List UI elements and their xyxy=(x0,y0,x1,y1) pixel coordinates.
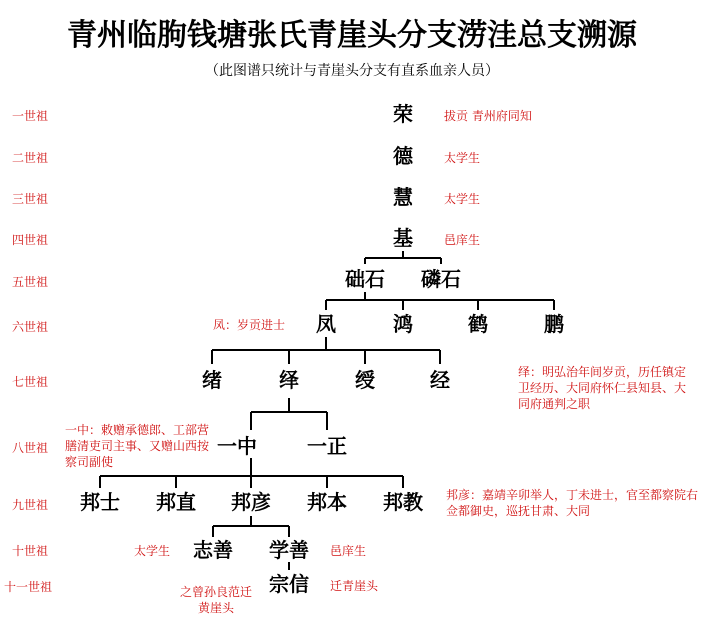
person-de: 德 xyxy=(393,144,413,168)
person-jing: 经 xyxy=(430,368,450,392)
person-hong: 鸿 xyxy=(393,312,413,336)
person-bangyan: 邦彦 xyxy=(231,490,271,514)
person-chushi: 础石 xyxy=(345,267,385,291)
person-yizheng: 一正 xyxy=(307,434,347,458)
note-de: 太学生 xyxy=(444,151,481,165)
page-title: 青州临朐钱塘张氏青崖头分支涝洼总支溯源 xyxy=(67,18,637,53)
note-rong: 拔贡 青州府同知 xyxy=(444,109,532,123)
note-zongxin-left: 之曾孙良范迁黄崖头 xyxy=(180,585,253,615)
generation-label-6: 六世祖 xyxy=(12,320,49,334)
generation-label-4: 四世祖 xyxy=(12,233,49,247)
person-bangzhi: 邦直 xyxy=(156,490,196,514)
note-feng: 凤：岁贡进士 xyxy=(213,318,286,332)
person-peng: 鹏 xyxy=(544,312,564,336)
page-subtitle: （此图谱只统计与青崖头分支有直系血亲人员） xyxy=(205,63,499,79)
note-xueshan: 邑庠生 xyxy=(330,544,367,558)
person-bangben: 邦本 xyxy=(307,490,347,514)
person-he: 鹤 xyxy=(468,312,488,336)
note-ji: 邑庠生 xyxy=(444,233,481,247)
note-yizhong: 一中：敕赠承德郎、工部营膳清吏司主事、又赠山西按察司副使 xyxy=(65,423,210,469)
note-yi: 绎：明弘治年间岁贡，历任镇定卫经历、大同府怀仁县知县、大同府通判之职 xyxy=(518,365,687,411)
note-hui: 太学生 xyxy=(444,192,481,206)
person-rong: 荣 xyxy=(393,102,413,126)
generation-label-1: 一世祖 xyxy=(12,109,49,123)
generation-label-7: 七世祖 xyxy=(12,375,49,389)
note-zongxin-right: 迁青崖头 xyxy=(330,579,379,593)
person-ji: 基 xyxy=(393,226,413,250)
note-zhishan: 太学生 xyxy=(134,544,171,558)
person-shou: 绶 xyxy=(355,368,375,392)
person-zhishan: 志善 xyxy=(193,538,233,562)
person-xueshan: 学善 xyxy=(269,538,309,562)
generation-label-5: 五世祖 xyxy=(12,275,49,289)
person-yi: 绎 xyxy=(279,368,299,392)
generation-label-3: 三世祖 xyxy=(12,192,49,206)
person-feng: 凤 xyxy=(316,312,336,336)
person-linshi: 磷石 xyxy=(421,267,461,291)
generation-label-9: 九世祖 xyxy=(12,498,49,512)
generation-label-10: 十世祖 xyxy=(12,544,49,558)
note-bangyan: 邦彦：嘉靖辛卯举人，丁未进士，官至都察院右佥都御史，巡抚甘肃、大同 xyxy=(446,488,699,518)
person-bangshi: 邦士 xyxy=(80,490,120,514)
person-bangjiao: 邦教 xyxy=(383,490,423,514)
person-zongxin: 宗信 xyxy=(269,572,309,596)
generation-label-11: 十一世祖 xyxy=(4,580,53,594)
person-hui: 慧 xyxy=(393,185,413,209)
generation-label-8: 八世祖 xyxy=(12,441,49,455)
person-xu: 绪 xyxy=(202,368,222,392)
generation-label-2: 二世祖 xyxy=(12,151,49,165)
person-yizhong: 一中 xyxy=(217,434,257,458)
